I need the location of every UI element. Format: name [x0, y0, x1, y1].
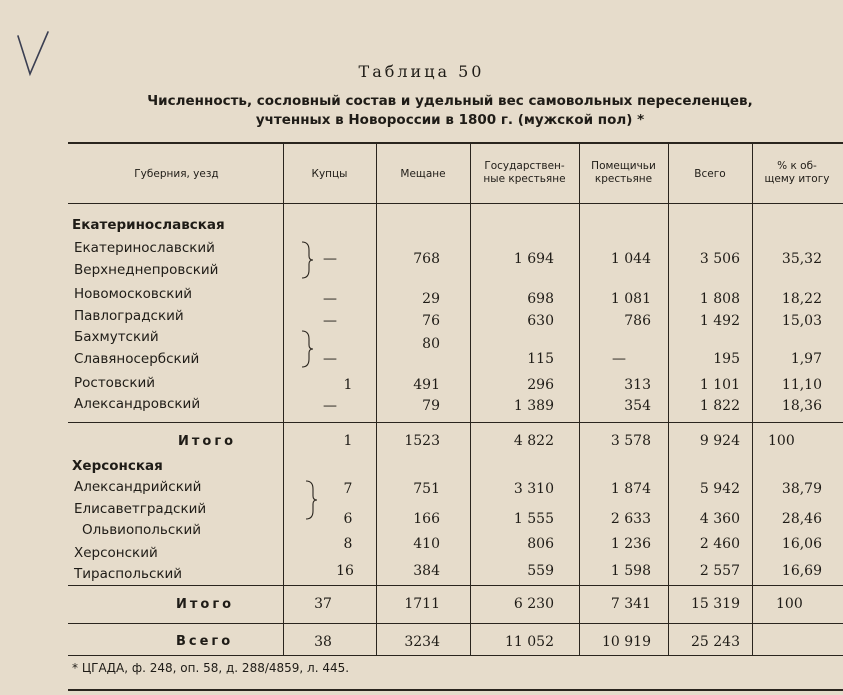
- cell-rost-kuptsy: 1: [343, 377, 353, 393]
- cell-ekat-kuptsy: —: [323, 251, 337, 267]
- cell-aleksandr-vsego: 5 942: [699, 481, 740, 497]
- cell-bakh-pom: —: [612, 351, 626, 367]
- header-bottom-rule: [68, 203, 843, 204]
- row-name-aleksandrovskiy: Александровский: [74, 396, 201, 412]
- row-name-rostovskiy: Ростовский: [74, 375, 156, 391]
- cell-bakh-meshchane: 80: [422, 336, 440, 352]
- cell-aleksandr-pct: 38,79: [781, 481, 822, 497]
- cell-elis-vsego: 4 360: [699, 511, 740, 527]
- vsego-kuptsy: 38: [314, 634, 332, 650]
- vsego-label: Всего: [176, 634, 234, 649]
- row-name-olviopolskiy: Ольвиопольский: [82, 522, 201, 538]
- cell-tir-vsego: 2 557: [699, 563, 740, 579]
- cell-bakh-gos: 115: [527, 351, 554, 367]
- header-kuptsy: Купцы: [311, 168, 348, 180]
- cell-elis-pct: 28,46: [781, 511, 822, 527]
- header-pct: [752, 160, 842, 186]
- row-name-slavyanoserbskiy: Славяносербский: [74, 351, 200, 367]
- row-name-elisavetgradskiy: Елисаветградский: [74, 501, 207, 517]
- footnote: * ЦГАДА, ф. 248, оп. 58, д. 288/4859, л. 445.: [72, 661, 350, 675]
- cell-elis-meshchane: 166: [413, 511, 440, 527]
- row-name-ekaterinoslavskiy: Екатеринославский: [74, 240, 215, 256]
- title-line-1: Численность, сословный состав и удельный вес самовольных переселенцев,: [147, 93, 753, 109]
- itogo-kher-meshchane: 1711: [404, 596, 440, 612]
- cell-kher-meshchane: 410: [413, 536, 440, 552]
- row-name-tiraspolskiy: Тираспольский: [74, 566, 183, 582]
- cell-tir-gos: 559: [527, 563, 554, 579]
- row-name-bakhmutskiy: Бахмутский: [74, 329, 159, 345]
- row-name-verkhnedneprovskiy: Верхнеднепровский: [74, 262, 219, 278]
- cell-rost-pom: 313: [624, 377, 651, 393]
- cell-novo-pct: 18,22: [781, 291, 822, 307]
- cell-rost-gos: 296: [527, 377, 554, 393]
- cell-rost-vsego: 1 101: [699, 377, 740, 393]
- cell-ekat-vsego: 3 506: [699, 251, 740, 267]
- cell-pavl-pom: 786: [624, 313, 651, 329]
- cell-aleksandr-meshchane: 751: [413, 481, 440, 497]
- cell-ekat-gos: 1 694: [513, 251, 554, 267]
- cell-bakh-kuptsy: —: [323, 351, 337, 367]
- cell-kher-pct: 16,06: [781, 536, 822, 552]
- cell-aleksandr-pom: 1 874: [610, 481, 651, 497]
- itogo-ekat-kuptsy: 1: [343, 433, 353, 449]
- vsego-meshchane: 3234: [404, 634, 440, 650]
- cell-kher-kuptsy: 8: [343, 536, 353, 552]
- cell-kher-gos: 806: [527, 536, 554, 552]
- itogo-kher-pom: 7 341: [610, 596, 651, 612]
- cell-novo-meshchane: 29: [422, 291, 440, 307]
- cell-elis-gos: 1 555: [513, 511, 554, 527]
- itogo-kher-kuptsy: 37: [314, 596, 332, 612]
- itogo-kher-vsego: 15 319: [691, 596, 740, 612]
- row-name-khersonskiy: Херсонский: [74, 545, 158, 561]
- header-pom: [579, 160, 668, 186]
- vsego-gos: 11 052: [505, 634, 554, 650]
- cell-rost-pct: 11,10: [781, 377, 822, 393]
- vsego-vsego: 25 243: [691, 634, 740, 650]
- cell-tir-meshchane: 384: [413, 563, 440, 579]
- header-gos-line1: Государствен-: [484, 160, 565, 172]
- row-name-aleksandriyskiy: Александрийский: [74, 479, 202, 495]
- group-kher: Херсонская: [72, 458, 163, 474]
- cell-pavl-gos: 630: [527, 313, 554, 329]
- itogo-ekat-label: Итого: [178, 434, 237, 449]
- cell-elis-pom: 2 633: [610, 511, 651, 527]
- row-name-novomoskovskiy: Новомосковский: [74, 286, 192, 302]
- cell-ekat-pom: 1 044: [610, 251, 651, 267]
- itogo-kher-gos: 6 230: [513, 596, 554, 612]
- itogo-ekat-vsego: 9 924: [699, 433, 740, 449]
- vsego-pom: 10 919: [602, 634, 651, 650]
- cell-ekat-meshchane: 768: [413, 251, 440, 267]
- cell-pavl-meshchane: 76: [422, 313, 440, 329]
- header-uezd: Губерния, уезд: [134, 168, 219, 180]
- cell-tir-kuptsy: 16: [336, 563, 354, 579]
- cell-pavl-vsego: 1 492: [699, 313, 740, 329]
- title-line-2: учтенных в Новороссии в 1800 г. (мужской пол) *: [255, 112, 645, 128]
- cell-kher-vsego: 2 460: [699, 536, 740, 552]
- header-pom-line1: Помещичьи: [591, 160, 656, 172]
- cell-aleks-pct: 18,36: [781, 398, 822, 414]
- cell-pavl-pct: 15,03: [781, 313, 822, 329]
- kher-total-top-rule: [68, 585, 843, 586]
- itogo-ekat-meshchane: 1523: [404, 433, 440, 449]
- cell-bakh-vsego: 195: [713, 351, 740, 367]
- table-bottom-rule: [68, 655, 843, 656]
- group-ekat: Екатеринославская: [72, 217, 225, 233]
- header-meshchane: Мещане: [400, 168, 446, 180]
- itogo-kher-pct: 100: [776, 596, 803, 612]
- table-number: Таблица 50: [358, 62, 485, 81]
- cell-aleks-vsego: 1 822: [699, 398, 740, 414]
- brace-icon: [304, 479, 318, 521]
- header-top-rule: [68, 142, 843, 144]
- cell-rost-meshchane: 491: [413, 377, 440, 393]
- row-name-pavlogradskiy: Павлоградский: [74, 308, 184, 324]
- cell-novo-gos: 698: [527, 291, 554, 307]
- header-gos-line2: ные крестьяне: [483, 173, 566, 185]
- header-pct-line1: % к об-: [777, 160, 817, 172]
- cell-bakh-pct: 1,97: [790, 351, 822, 367]
- cell-novo-pom: 1 081: [610, 291, 651, 307]
- itogo-ekat-gos: 4 822: [513, 433, 554, 449]
- col-divider-1: [283, 144, 284, 655]
- ekat-total-top-rule: [68, 422, 843, 423]
- grand-total-top-rule: [68, 623, 843, 624]
- itogo-kher-label: Итого: [176, 597, 235, 612]
- page-bottom-rule: [68, 689, 843, 691]
- table-title: [90, 92, 810, 130]
- itogo-ekat-pct: 100: [768, 433, 795, 449]
- cell-aleks-gos: 1 389: [513, 398, 554, 414]
- cell-novo-vsego: 1 808: [699, 291, 740, 307]
- cell-ekat-pct: 35,32: [781, 251, 822, 267]
- cell-pavl-kuptsy: —: [323, 313, 337, 329]
- cell-elis-kuptsy: 6: [343, 511, 353, 527]
- cell-novo-kuptsy: —: [323, 291, 337, 307]
- cell-aleksandr-kuptsy: 7: [343, 481, 353, 497]
- header-vsego: Всего: [694, 168, 726, 180]
- cell-aleks-kuptsy: —: [323, 398, 337, 414]
- header-pom-line2: крестьяне: [594, 173, 653, 185]
- cell-aleks-meshchane: 79: [422, 398, 440, 414]
- itogo-ekat-pom: 3 578: [610, 433, 651, 449]
- cell-aleksandr-gos: 3 310: [513, 481, 554, 497]
- header-gos: [470, 160, 579, 186]
- cell-aleks-pom: 354: [624, 398, 651, 414]
- cell-kher-pom: 1 236: [610, 536, 651, 552]
- cell-tir-pom: 1 598: [610, 563, 651, 579]
- cell-tir-pct: 16,69: [781, 563, 822, 579]
- header-pct-line2: щему итогу: [764, 173, 830, 185]
